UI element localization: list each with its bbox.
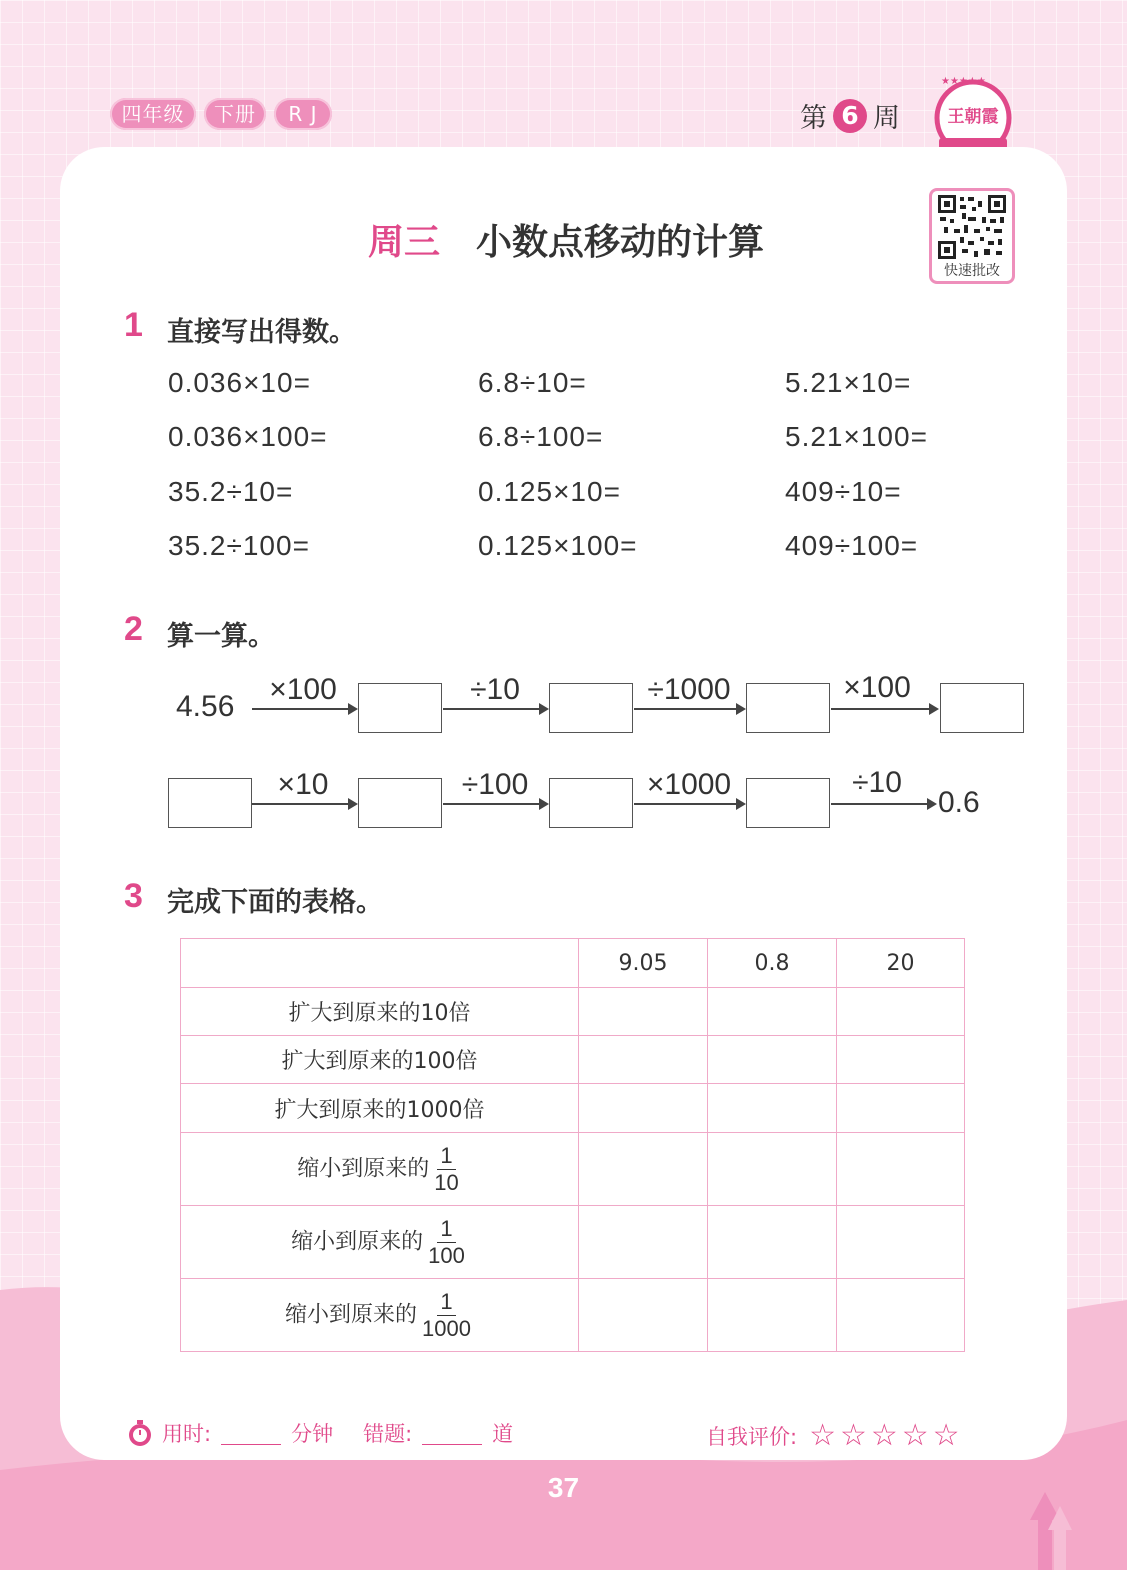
qr-code-icon [938, 195, 1006, 259]
table-row [181, 1036, 965, 1084]
answer-cell[interactable] [579, 1084, 708, 1133]
q1-item: 409÷100= [785, 530, 919, 561]
qr-label: 快速批改 [944, 263, 1000, 279]
q1-item: 6.8÷100= [478, 421, 604, 452]
chain1-op: ÷10 [470, 673, 520, 706]
row-label-text: 缩小到原来的 [291, 1229, 424, 1254]
chain2-op: ÷10 [852, 766, 902, 799]
fraction-numerator: 1 [437, 1143, 455, 1170]
title-day: 周三 [368, 222, 441, 263]
fraction-numerator: 1 [437, 1289, 455, 1316]
table-row [181, 1279, 965, 1352]
fraction [431, 1143, 461, 1196]
footer-timing [126, 1418, 513, 1448]
answer-cell[interactable] [837, 1084, 965, 1133]
answer-cell[interactable] [579, 1206, 708, 1279]
week-number: 6 [833, 99, 867, 133]
q1-item: 0.125×10= [478, 476, 621, 507]
q1-item: 6.8÷10= [478, 367, 587, 398]
answer-cell[interactable] [837, 988, 965, 1036]
row-label [181, 1279, 579, 1352]
week-prefix: 第 [800, 103, 827, 134]
errors-label: 错题: [363, 1422, 413, 1446]
table-header-cell [181, 939, 579, 988]
answer-cell[interactable] [708, 1084, 837, 1133]
self-rating [706, 1418, 964, 1453]
row-label-text: 缩小到原来的 [297, 1156, 430, 1181]
table-row [181, 1133, 965, 1206]
q2-number: 2 [124, 610, 143, 648]
answer-box[interactable] [549, 778, 633, 828]
chain1-op: ÷1000 [647, 673, 731, 706]
q1-item: 5.21×10= [785, 367, 912, 398]
time-blank[interactable] [221, 1422, 281, 1445]
answer-cell[interactable] [708, 1036, 837, 1084]
arrow-icon [252, 803, 356, 805]
rating-stars[interactable]: ☆☆☆☆☆ [809, 1418, 964, 1453]
answer-cell[interactable] [837, 1133, 965, 1206]
q1-item: 35.2÷10= [168, 476, 294, 507]
q3-title: 完成下面的表格。 [167, 887, 383, 918]
chain2-op: ×1000 [646, 768, 732, 801]
arrow-icon [831, 708, 937, 710]
answer-cell[interactable] [837, 1036, 965, 1084]
table-header-cell: 20 [837, 939, 965, 988]
answer-box[interactable] [940, 683, 1024, 733]
fraction-numerator: 1 [437, 1216, 455, 1243]
q1-item: 5.21×100= [785, 421, 928, 452]
q1-item: 0.125×100= [478, 530, 638, 561]
table-header-row [181, 939, 965, 988]
table-header-cell: 0.8 [708, 939, 837, 988]
table-row [181, 1206, 965, 1279]
q1-number: 1 [124, 306, 143, 344]
chain2-op: ÷100 [461, 768, 529, 801]
fraction-denominator: 1000 [422, 1315, 471, 1341]
time-label: 用时: [162, 1422, 212, 1446]
fraction [419, 1289, 474, 1342]
q1-item: 0.036×10= [168, 367, 311, 398]
stopwatch-icon [126, 1418, 154, 1448]
q1-item: 35.2÷100= [168, 530, 310, 561]
answer-cell[interactable] [708, 988, 837, 1036]
arrow-icon [831, 803, 935, 805]
chain1-start: 4.56 [176, 690, 235, 723]
answer-box[interactable] [168, 778, 252, 828]
chain1-op: ×100 [269, 673, 337, 706]
row-label-text: 缩小到原来的 [285, 1302, 418, 1327]
q1-title: 直接写出得数。 [167, 317, 356, 348]
week-indicator [800, 96, 900, 135]
logo-text: 王朝霞 [947, 107, 999, 127]
answer-cell[interactable] [579, 988, 708, 1036]
arrow-icon [634, 803, 744, 805]
conversion-table [180, 938, 965, 1352]
answer-box[interactable] [358, 683, 442, 733]
grade-tag: 四年级 [110, 98, 196, 130]
edition-tag: R J [274, 98, 332, 130]
fraction-denominator: 10 [434, 1169, 459, 1195]
row-label: 扩大到原来的1000倍 [181, 1084, 579, 1133]
chain1-op: ×100 [843, 671, 911, 704]
page-number: 37 [547, 1472, 580, 1503]
q3-number: 3 [124, 877, 143, 915]
volume-tag: 下册 [204, 98, 266, 130]
svg-text:★★★★★: ★★★★★ [941, 76, 986, 87]
row-label: 扩大到原来的100倍 [181, 1036, 579, 1084]
title-main: 小数点移动的计算 [476, 222, 765, 263]
fraction-denominator: 100 [428, 1242, 465, 1268]
arrow-icon [443, 803, 547, 805]
answer-cell[interactable] [708, 1206, 837, 1279]
table-row [181, 1084, 965, 1133]
arrow-icon [443, 708, 547, 710]
errors-blank[interactable] [422, 1422, 482, 1445]
answer-cell[interactable] [579, 1279, 708, 1352]
answer-box[interactable] [746, 778, 830, 828]
week-suffix: 周 [873, 103, 900, 134]
answer-cell[interactable] [708, 1133, 837, 1206]
q1-item: 0.036×100= [168, 421, 328, 452]
q1-item: 409÷10= [785, 476, 902, 507]
answer-box[interactable] [746, 683, 830, 733]
qr-code[interactable] [929, 188, 1015, 284]
answer-cell[interactable] [579, 1036, 708, 1084]
answer-cell[interactable] [708, 1279, 837, 1352]
q2-title: 算一算。 [167, 621, 275, 652]
table-row [181, 988, 965, 1036]
answer-cell[interactable] [579, 1133, 708, 1206]
rating-label: 自我评价: [706, 1424, 798, 1449]
errors-unit: 道 [492, 1422, 514, 1446]
answer-box[interactable] [549, 683, 633, 733]
answer-cell[interactable] [837, 1279, 965, 1352]
row-label: 扩大到原来的10倍 [181, 988, 579, 1036]
arrow-icon [634, 708, 744, 710]
row-label [181, 1206, 579, 1279]
answer-box[interactable] [358, 778, 442, 828]
time-unit: 分钟 [291, 1422, 334, 1446]
answer-cell[interactable] [837, 1206, 965, 1279]
row-label [181, 1133, 579, 1206]
fraction [425, 1216, 468, 1269]
chain2-end: 0.6 [938, 786, 980, 819]
chain2-op: ×10 [277, 768, 329, 801]
page-title [368, 214, 764, 265]
table-header-cell: 9.05 [579, 939, 708, 988]
arrow-icon [252, 708, 356, 710]
